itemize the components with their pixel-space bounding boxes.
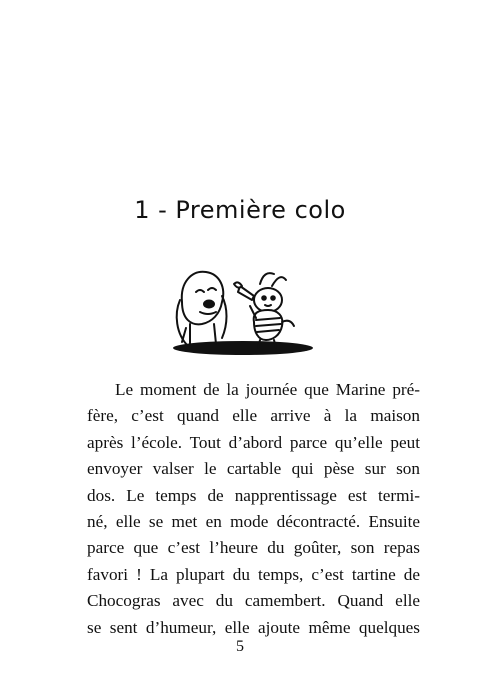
chapter-title: 1 - Première colo: [134, 196, 346, 224]
text-line: envoyer valser le cartable qui pèse sur son: [87, 459, 420, 479]
text-line: dos. Le temps de napprentissage est termi-: [87, 485, 420, 505]
text-line: Le moment de la journée que Marine pré-: [115, 380, 420, 399]
text-line: se sent d’humeur, elle ajoute même quelques: [87, 617, 420, 637]
text-line: favori ! La plupart du temps, c’est tartine de: [87, 564, 420, 584]
text-line: après l’école. Tout d’abord parce qu’elle peut: [87, 432, 420, 452]
text-line: parce que c’est l’heure du goûter, son repas: [87, 538, 420, 558]
dog-character: [177, 272, 227, 346]
page-number: 5: [236, 638, 244, 655]
text-line: Chocogras avec du camembert. Quand elle: [87, 591, 420, 611]
text-line: fère, c’est quand elle arrive à la maison: [87, 406, 420, 426]
chapter-body-text: [87, 377, 420, 641]
rabbit-character: [234, 273, 294, 348]
text-line: né, elle se met en mode décontracté. Ensuite: [87, 511, 420, 531]
ground-shadow: [173, 341, 313, 355]
cartoon-characters-illustration: [168, 262, 318, 358]
